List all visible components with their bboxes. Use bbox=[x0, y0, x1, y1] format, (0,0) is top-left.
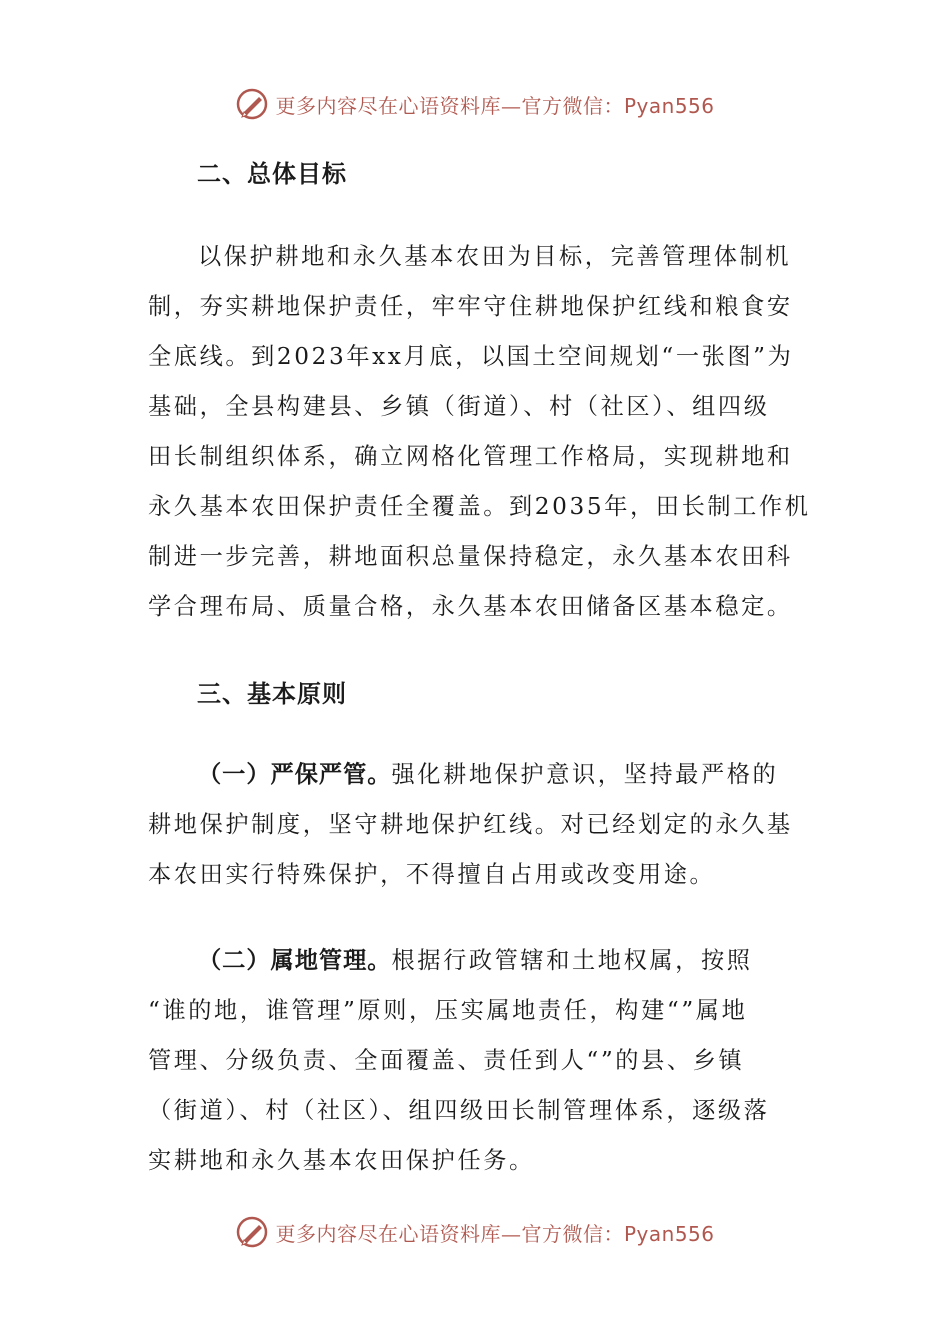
principle-title: （二）属地管理。 bbox=[198, 947, 392, 974]
watermark-text: 更多内容尽在心语资料库—官方微信：Pyan556 bbox=[275, 1221, 715, 1246]
principle-title: （一）严保严管。 bbox=[198, 761, 392, 788]
paragraph-line: 制进一步完善，耕地面积总量保持稳定，永久基本农田科 bbox=[148, 543, 793, 570]
paragraph-line: 全底线。到2023年xx月底，以国土空间规划“一张图”为 bbox=[148, 343, 794, 370]
paragraph-line: 田长制组织体系，确立网格化管理工作格局，实现耕地和 bbox=[148, 443, 793, 470]
paragraph-line: 基础，全县构建县、乡镇（街道）、村（社区）、组四级 bbox=[148, 393, 770, 420]
paragraph-line: 管理、分级负责、全面覆盖、责任到人“”的县、乡镇 bbox=[148, 1047, 745, 1074]
paragraph-line: 制，夯实耕地保护责任，牢牢守住耕地保护红线和粮食安 bbox=[148, 293, 793, 320]
paragraph-principle-1 bbox=[148, 750, 808, 900]
paragraph-line: 实耕地和永久基本农田保护任务。 bbox=[148, 1147, 535, 1174]
pen-logo-icon bbox=[235, 87, 269, 121]
paragraph-goal bbox=[148, 232, 811, 632]
section-heading-goal: 二、总体目标 bbox=[197, 160, 347, 188]
paragraph-line: （街道）、村（社区）、组四级田长制管理体系，逐级落 bbox=[148, 1097, 770, 1124]
paragraph-line: 永久基本农田保护责任全覆盖。到2035年，田长制工作机 bbox=[148, 493, 811, 520]
paragraph-line: 以保护耕地和永久基本农田为目标，完善管理体制机 bbox=[198, 243, 792, 270]
paragraph-line: 耕地保护制度，坚守耕地保护红线。对已经划定的永久基 bbox=[148, 811, 793, 838]
paragraph-line: “谁的地，谁管理”原则，压实属地责任，构建“”属地 bbox=[148, 997, 748, 1024]
paragraph-line: （一）严保严管。强化耕地保护意识，坚持最严格的 bbox=[198, 761, 779, 788]
paragraph-principle-2 bbox=[148, 936, 808, 1186]
watermark-text: 更多内容尽在心语资料库—官方微信：Pyan556 bbox=[275, 93, 715, 118]
watermark-header bbox=[0, 84, 950, 124]
watermark-footer bbox=[0, 1212, 950, 1252]
paragraph-line: 本农田实行特殊保护，不得擅自占用或改变用途。 bbox=[148, 861, 716, 888]
paragraph-line: （二）属地管理。根据行政管辖和土地权属，按照 bbox=[198, 947, 753, 974]
section-heading-principles: 三、基本原则 bbox=[197, 680, 347, 708]
paragraph-line: 学合理布局、质量合格，永久基本农田储备区基本稳定。 bbox=[148, 593, 793, 620]
pen-logo-icon bbox=[235, 1215, 269, 1249]
